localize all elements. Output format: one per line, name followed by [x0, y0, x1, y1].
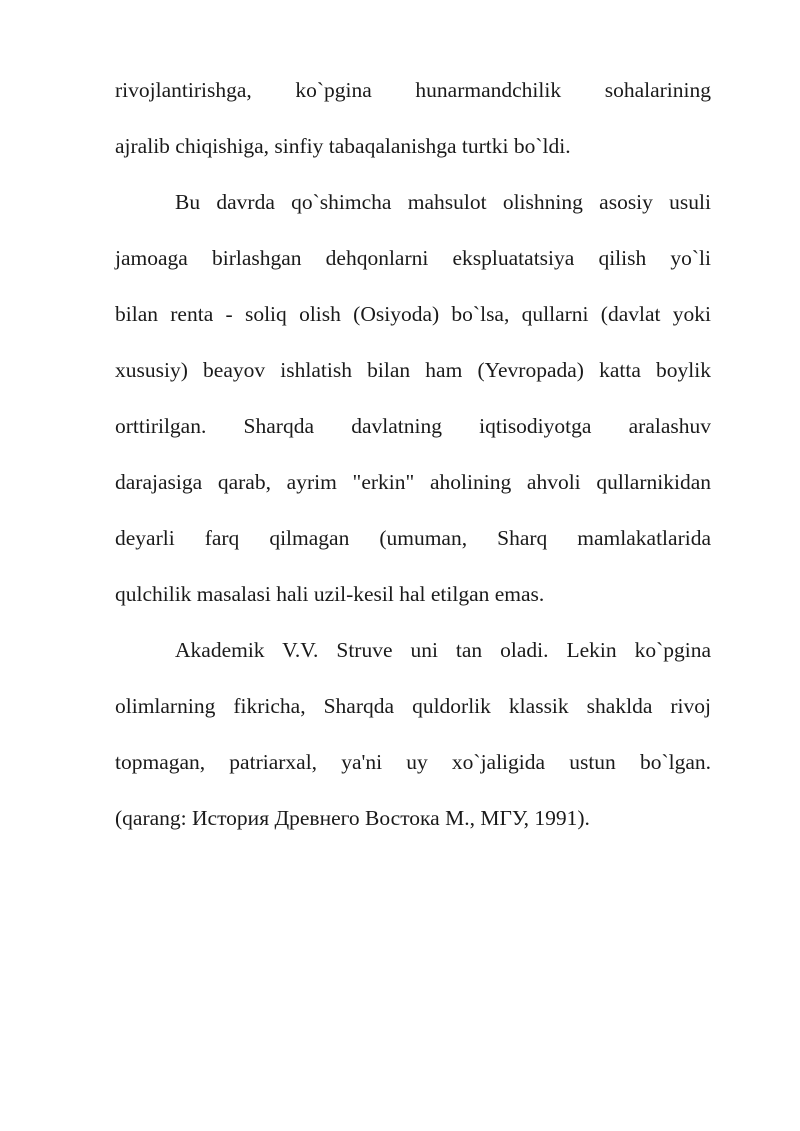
- text-line: (qarang: История Древнего Востока М., МГУ, 1991).: [115, 806, 590, 830]
- paragraph-3: [115, 622, 711, 846]
- paragraph-1: [115, 62, 711, 174]
- text-line: Bu davrda qo`shimcha mahsulot olishning asosiy usuli: [175, 190, 711, 214]
- text-line: orttirilgan. Sharqda davlatning iqtisodiyotga aralashuv: [115, 414, 711, 438]
- text-line: olimlarning fikricha, Sharqda quldorlik klassik shaklda rivoj: [115, 694, 711, 718]
- text-line: bilan renta - soliq olish (Osiyoda) bo`lsa, qullarni (davlat yoki: [115, 302, 711, 326]
- text-line: Akademik V.V. Struve uni tan oladi. Lekin ko`pgina: [175, 638, 711, 662]
- text-line: qulchilik masalasi hali uzil-kesil hal etilgan emas.: [115, 582, 545, 606]
- text-line: xususiy) beayov ishlatish bilan ham (Yevropada) katta boylik: [115, 358, 711, 382]
- text-line: topmagan, patriarxal, ya'ni uy xo`jaligida ustun bo`lgan.: [115, 750, 711, 774]
- text-line: rivojlantirishga, ko`pgina hunarmandchilik sohalarining: [115, 78, 711, 102]
- text-line: ajralib chiqishiga, sinfiy tabaqalanishga turtki bo`ldi.: [115, 134, 571, 158]
- text-line: deyarli farq qilmagan (umuman, Sharq mamlakatlarida: [115, 526, 711, 550]
- document-page: [115, 62, 711, 846]
- text-line: jamoaga birlashgan dehqonlarni ekspluatatsiya qilish yo`li: [115, 246, 711, 270]
- text-line: darajasiga qarab, ayrim "erkin" aholining ahvoli qullarnikidan: [115, 470, 711, 494]
- paragraph-2: [115, 174, 711, 622]
